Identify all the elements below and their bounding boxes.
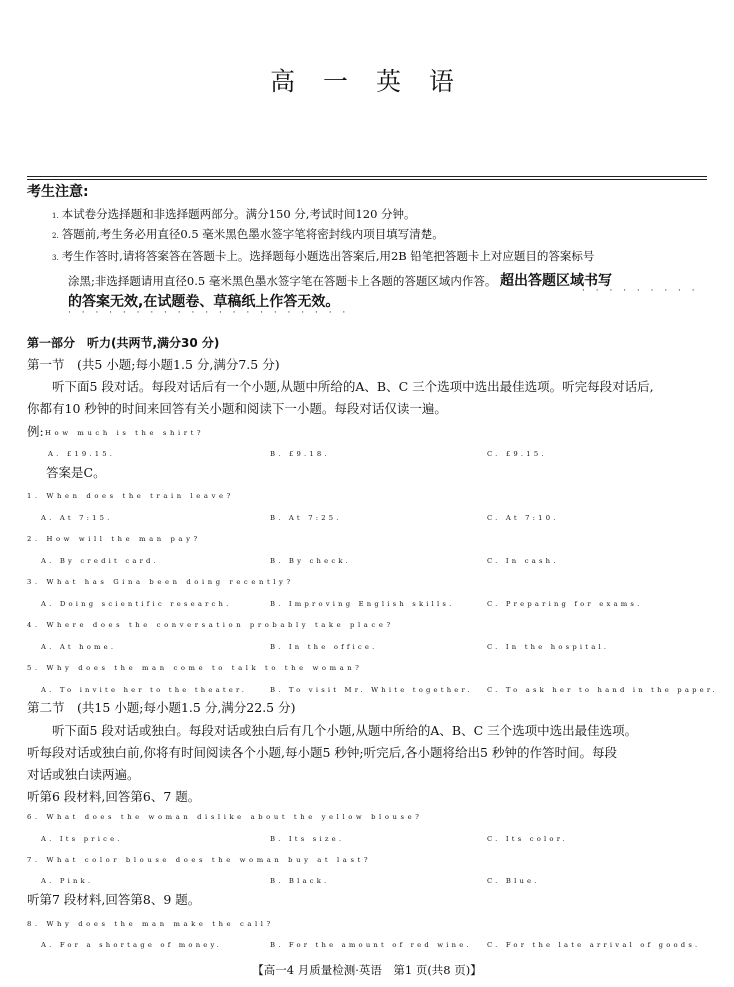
material-6-heading: 听第6 段材料,回答第6、7 题。 xyxy=(27,789,201,804)
notice-emphasis-a: 超出答题区域书写 xyxy=(499,273,612,289)
q5-option-b: B. To visit Mr. White together. xyxy=(270,686,473,694)
q2-option-a: A. By credit card. xyxy=(41,557,159,565)
notice-item-2: 2. 答题前,考生务必用直径0.5 毫米黑色墨水签字笔将密封线内项目填写清楚。 xyxy=(52,227,444,241)
q1-option-b: B. At 7:25. xyxy=(270,514,342,522)
q8-option-a: A. For a shortage of money. xyxy=(41,941,223,949)
emphasis-dots-2: · · · · · · · · · · · · · · · · · · · · · xyxy=(68,308,350,318)
section1-heading: 第一节 (共5 小题;每小题1.5 分,满分7.5 分) xyxy=(27,357,280,372)
part1-heading: 第一部分 听力(共两节,满分30 分) xyxy=(27,336,220,350)
notice-item-1: 1. 本试卷分选择题和非选择题两部分。满分150 分,考试时间120 分钟。 xyxy=(52,207,416,221)
q5-option-a: A. To invite her to the theater. xyxy=(41,686,248,694)
section2-heading: 第二节 (共15 小题;每小题1.5 分,满分22.5 分) xyxy=(27,700,296,715)
q4-option-a: A. At home. xyxy=(41,643,117,651)
notice-item-3: 3. 考生作答时,请将答案答在答题卡上。选择题每小题选出答案后,用2B 铅笔把答题卡上对应题目的答案标号 xyxy=(52,249,595,263)
q2-option-c: C. In cash. xyxy=(487,557,559,565)
example-question: How much is the shirt? xyxy=(45,429,205,437)
header-rule-top xyxy=(27,176,707,177)
example-option-c: C. £9.15. xyxy=(487,450,547,458)
question-5: 5. Why does the man come to talk to the woman? xyxy=(27,664,363,672)
example-label: 例: xyxy=(27,424,44,439)
header-rule-bottom xyxy=(27,179,707,180)
page-footer: 【高一4 月质量检测·英语 第1 页(共8 页)】 xyxy=(252,963,482,977)
notice-emphasis-b: 的答案无效,在试题卷、草稿纸上作答无效。 xyxy=(68,294,340,310)
question-4: 4. Where does the conversation probably take place? xyxy=(27,621,394,629)
question-8: 8. Why does the man make the call? xyxy=(27,920,274,928)
section2-instruction-3: 对话或独白读两遍。 xyxy=(27,767,140,782)
q2-option-b: B. By check. xyxy=(270,557,352,565)
q4-option-b: B. In the office. xyxy=(270,643,378,651)
section2-instruction-1: 听下面5 段对话或独白。每段对话或独白后有几个小题,从题中所给的A、B、C 三个选项中选出最佳选项。 xyxy=(52,723,638,738)
question-1: 1. When does the train leave? xyxy=(27,492,234,500)
section1-instruction-2: 你都有10 秒钟的时间来回答有关小题和阅读下一小题。每段对话仅读一遍。 xyxy=(27,401,447,416)
section2-instruction-2: 听每段对话或独白前,你将有时间阅读各个小题,每小题5 秒钟;听完后,各小题将给出5 秒钟的作答时间。每段 xyxy=(27,745,617,760)
q4-option-c: C. In the hospital. xyxy=(487,643,610,651)
q6-option-b: B. Its size. xyxy=(270,835,345,843)
q7-option-a: A. Pink. xyxy=(41,877,94,885)
example-option-a: A. £19.15. xyxy=(48,450,116,458)
example-answer: 答案是C。 xyxy=(46,465,106,480)
material-7-heading: 听第7 段材料,回答第8、9 题。 xyxy=(27,892,201,907)
notice-item-3-cont: 涂黑;非选择题请用直径0.5 毫米黑色墨水签字笔在答题卡上各题的答题区域内作答。 超出答题区域书写 xyxy=(68,273,612,289)
q1-option-a: A. At 7:15. xyxy=(41,514,113,522)
q3-option-c: C. Preparing for exams. xyxy=(487,600,643,608)
q6-option-a: A. Its price. xyxy=(41,835,123,843)
question-7: 7. What color blouse does the woman buy at last? xyxy=(27,856,372,864)
q5-option-c: C. To ask her to hand in the paper. xyxy=(487,686,718,694)
section1-instruction-1: 听下面5 段对话。每段对话后有一个小题,从题中所给的A、B、C 三个选项中选出最佳选项。听完每段对话后, xyxy=(52,379,654,394)
q7-option-c: C. Blue. xyxy=(487,877,540,885)
page-title: 高 一 英 语 xyxy=(270,67,464,96)
q7-option-b: B. Black. xyxy=(270,877,330,885)
q8-option-b: B. For the amount of red wine. xyxy=(270,941,472,949)
example-option-b: B. £9.18. xyxy=(270,450,330,458)
notice-heading: 考生注意: xyxy=(27,184,89,200)
emphasis-dots-1: · · · · · · · · · xyxy=(582,286,699,296)
question-3: 3. What has Gina been doing recently? xyxy=(27,578,294,586)
q8-option-c: C. For the late arrival of goods. xyxy=(487,941,701,949)
q6-option-c: C. Its color. xyxy=(487,835,568,843)
q3-option-b: B. Improving English skills. xyxy=(270,600,455,608)
question-2: 2. How will the man pay? xyxy=(27,535,201,543)
question-6: 6. What does the woman dislike about the yellow blouse? xyxy=(27,813,423,821)
q3-option-a: A. Doing scientific research. xyxy=(41,600,232,608)
q1-option-c: C. At 7:10. xyxy=(487,514,559,522)
